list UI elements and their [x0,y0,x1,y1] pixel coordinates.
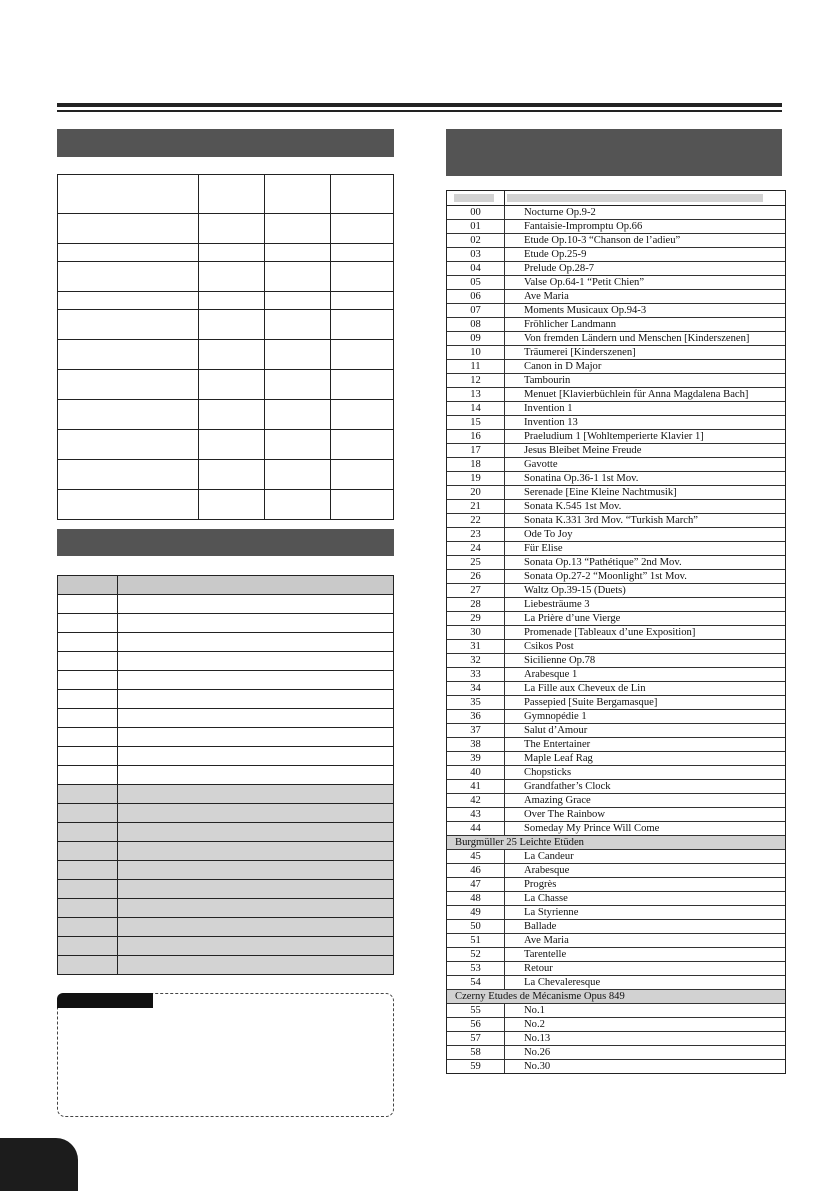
song-number: 36 [447,710,505,723]
song-title: No.13 [524,1033,551,1044]
song-row [447,626,785,640]
song-number: 14 [447,402,505,415]
song-row [447,1046,785,1060]
song-number: 27 [447,584,505,597]
song-title: La Chevaleresque [524,977,601,988]
song-title: Fröhlicher Landmann [524,319,617,330]
header-rule-thin [57,110,782,112]
song-row [447,262,785,276]
song-number: 32 [447,654,505,667]
song-row [447,388,785,402]
song-list-table [446,190,786,1074]
song-title: Valse Op.64-1 “Petit Chien” [524,277,645,288]
song-title: Gavotte [524,459,558,470]
song-row [447,962,785,976]
song-row [447,738,785,752]
song-row [447,444,785,458]
song-title: Progrès [524,879,557,890]
song-row [447,766,785,780]
song-title: Invention 1 [524,403,573,414]
song-row [447,682,785,696]
song-number: 20 [447,486,505,499]
song-number: 34 [447,682,505,695]
song-title: Etude Op.10-3 “Chanson de l’adieu” [524,235,681,246]
song-title: Ave Maria [524,935,569,946]
song-number: 57 [447,1032,505,1045]
song-row [447,1032,785,1046]
song-title: Arabesque 1 [524,669,578,680]
song-row [447,402,785,416]
song-title: Over The Rainbow [524,809,606,820]
song-number: 26 [447,570,505,583]
song-row [447,934,785,948]
song-title: Ave Maria [524,291,569,302]
song-row [447,486,785,500]
song-row [447,1060,785,1073]
song-title: La Candeur [524,851,574,862]
song-row [447,276,785,290]
song-number: 51 [447,934,505,947]
song-number: 53 [447,962,505,975]
song-number: 33 [447,668,505,681]
song-row [447,458,785,472]
song-title: The Entertainer [524,739,591,750]
song-row [447,864,785,878]
section-bar-right [446,129,782,176]
note-label-tab [57,993,153,1008]
song-number: 13 [447,388,505,401]
song-title: La Fille aux Cheveux de Lin [524,683,646,694]
song-title: Nocturne Op.9-2 [524,207,596,218]
song-row [447,374,785,388]
song-row [447,360,785,374]
song-row [447,234,785,248]
song-group-header: Czerny Etudes de Mécanisme Opus 849 [447,990,785,1004]
song-row [447,878,785,892]
song-number: 42 [447,794,505,807]
song-row [447,654,785,668]
song-title: Sonata Op.27-2 “Moonlight” 1st Mov. [524,571,687,582]
song-row [447,612,785,626]
song-number: 08 [447,318,505,331]
song-row [447,794,785,808]
song-number: 16 [447,430,505,443]
song-row [447,696,785,710]
song-title: Chopsticks [524,767,572,778]
song-number: 07 [447,304,505,317]
song-group-header: Burgmüller 25 Leichte Etüden [447,836,785,850]
song-number: 23 [447,528,505,541]
song-number: 35 [447,696,505,709]
song-number: 39 [447,752,505,765]
song-number: 38 [447,738,505,751]
song-row [447,472,785,486]
song-number: 58 [447,1046,505,1059]
song-number: 45 [447,850,505,863]
song-list-header [447,191,785,206]
song-number: 24 [447,542,505,555]
song-row [447,528,785,542]
song-title: Liebesträume 3 [524,599,590,610]
header-rule-thick [57,103,782,107]
song-row [447,920,785,934]
song-title: Tarentelle [524,949,567,960]
song-number: 25 [447,556,505,569]
song-number: 40 [447,766,505,779]
song-title: Retour [524,963,553,974]
song-row [447,332,785,346]
song-title: Praeludium 1 [Wohltemperierte Klavier 1] [524,431,704,442]
song-number: 21 [447,500,505,513]
song-row [447,416,785,430]
song-title: Someday My Prince Will Come [524,823,660,834]
song-row [447,598,785,612]
song-row [447,500,785,514]
song-row [447,248,785,262]
song-row [447,850,785,864]
song-number: 48 [447,892,505,905]
song-title: No.2 [524,1019,545,1030]
song-title: No.1 [524,1005,545,1016]
note-box [57,993,394,1117]
song-row [447,780,785,794]
song-row [447,304,785,318]
song-row [447,948,785,962]
song-title: Jesus Bleibet Meine Freude [524,445,642,456]
song-row [447,318,785,332]
song-number: 22 [447,514,505,527]
song-row [447,668,785,682]
song-title: Menuet [Klavierbüchlein für Anna Magdalena Bach] [524,389,749,400]
list-table [57,575,394,975]
song-title: Sonata K.545 1st Mov. [524,501,622,512]
song-title: Amazing Grace [524,795,591,806]
song-title: Prelude Op.28-7 [524,263,595,274]
song-number: 46 [447,864,505,877]
song-title: No.30 [524,1061,551,1072]
song-number: 06 [447,290,505,303]
song-row [447,584,785,598]
song-title: No.26 [524,1047,551,1058]
song-row [447,1018,785,1032]
song-row [447,556,785,570]
song-number: 00 [447,206,505,219]
song-number: 19 [447,472,505,485]
song-row [447,1004,785,1018]
song-title: Serenade [Eine Kleine Nachtmusik] [524,487,677,498]
song-row [447,570,785,584]
song-title: Canon in D Major [524,361,602,372]
song-row [447,542,785,556]
song-number: 52 [447,948,505,961]
spec-table [57,174,394,520]
song-title: Passepied [Suite Bergamasque] [524,697,658,708]
song-row [447,976,785,990]
song-number: 28 [447,598,505,611]
song-title: Csikos Post [524,641,574,652]
song-number: 55 [447,1004,505,1017]
song-number: 43 [447,808,505,821]
song-row [447,220,785,234]
song-row [447,710,785,724]
song-title: Grandfather’s Clock [524,781,611,792]
song-title: Sicilienne Op.78 [524,655,596,666]
song-number: 37 [447,724,505,737]
song-number: 18 [447,458,505,471]
song-title: Ballade [524,921,557,932]
song-number: 31 [447,640,505,653]
song-list-body [447,206,785,1073]
song-title: Ode To Joy [524,529,573,540]
page-corner-tab [0,1138,78,1191]
song-title: Von fremden Ländern und Menschen [Kinderszenen] [524,333,750,344]
song-row [447,892,785,906]
song-title: Fantaisie-Impromptu Op.66 [524,221,643,232]
song-number: 04 [447,262,505,275]
song-number: 05 [447,276,505,289]
song-number: 50 [447,920,505,933]
song-row [447,906,785,920]
song-row [447,822,785,836]
song-number: 17 [447,444,505,457]
song-row [447,752,785,766]
song-title: Invention 13 [524,417,578,428]
song-title: Promenade [Tableaux d’une Exposition] [524,627,696,638]
song-row [447,724,785,738]
song-number: 03 [447,248,505,261]
song-number: 02 [447,234,505,247]
song-number: 15 [447,416,505,429]
song-row [447,290,785,304]
song-number: 11 [447,360,505,373]
song-title: Maple Leaf Rag [524,753,593,764]
song-title: Etude Op.25-9 [524,249,587,260]
song-row [447,514,785,528]
song-title: Salut d’Amour [524,725,588,736]
song-row [447,430,785,444]
song-row [447,206,785,220]
song-title: La Chasse [524,893,568,904]
song-number: 56 [447,1018,505,1031]
song-number: 54 [447,976,505,989]
song-number: 12 [447,374,505,387]
song-number: 44 [447,822,505,835]
song-row [447,346,785,360]
song-title: Moments Musicaux Op.94-3 [524,305,647,316]
song-title: La Styrienne [524,907,579,918]
song-number: 41 [447,780,505,793]
song-number: 47 [447,878,505,891]
song-number: 30 [447,626,505,639]
song-number: 59 [447,1060,505,1073]
song-row [447,640,785,654]
song-title: Träumerei [Kinderszenen] [524,347,636,358]
song-title: Tambourin [524,375,571,386]
song-title: Sonatina Op.36-1 1st Mov. [524,473,639,484]
song-title: La Prière d’une Vierge [524,613,621,624]
song-number: 29 [447,612,505,625]
song-number: 09 [447,332,505,345]
section-bar-left-middle [57,529,394,556]
song-number: 10 [447,346,505,359]
song-title: Sonata Op.13 “Pathétique” 2nd Mov. [524,557,682,568]
song-title: Arabesque [524,865,570,876]
song-title: Für Elise [524,543,563,554]
song-title: Gymnopédie 1 [524,711,587,722]
song-number: 01 [447,220,505,233]
song-number: 49 [447,906,505,919]
song-row [447,808,785,822]
section-bar-left-top [57,129,394,157]
song-title: Sonata K.331 3rd Mov. “Turkish March” [524,515,698,526]
song-title: Waltz Op.39-15 (Duets) [524,585,626,596]
